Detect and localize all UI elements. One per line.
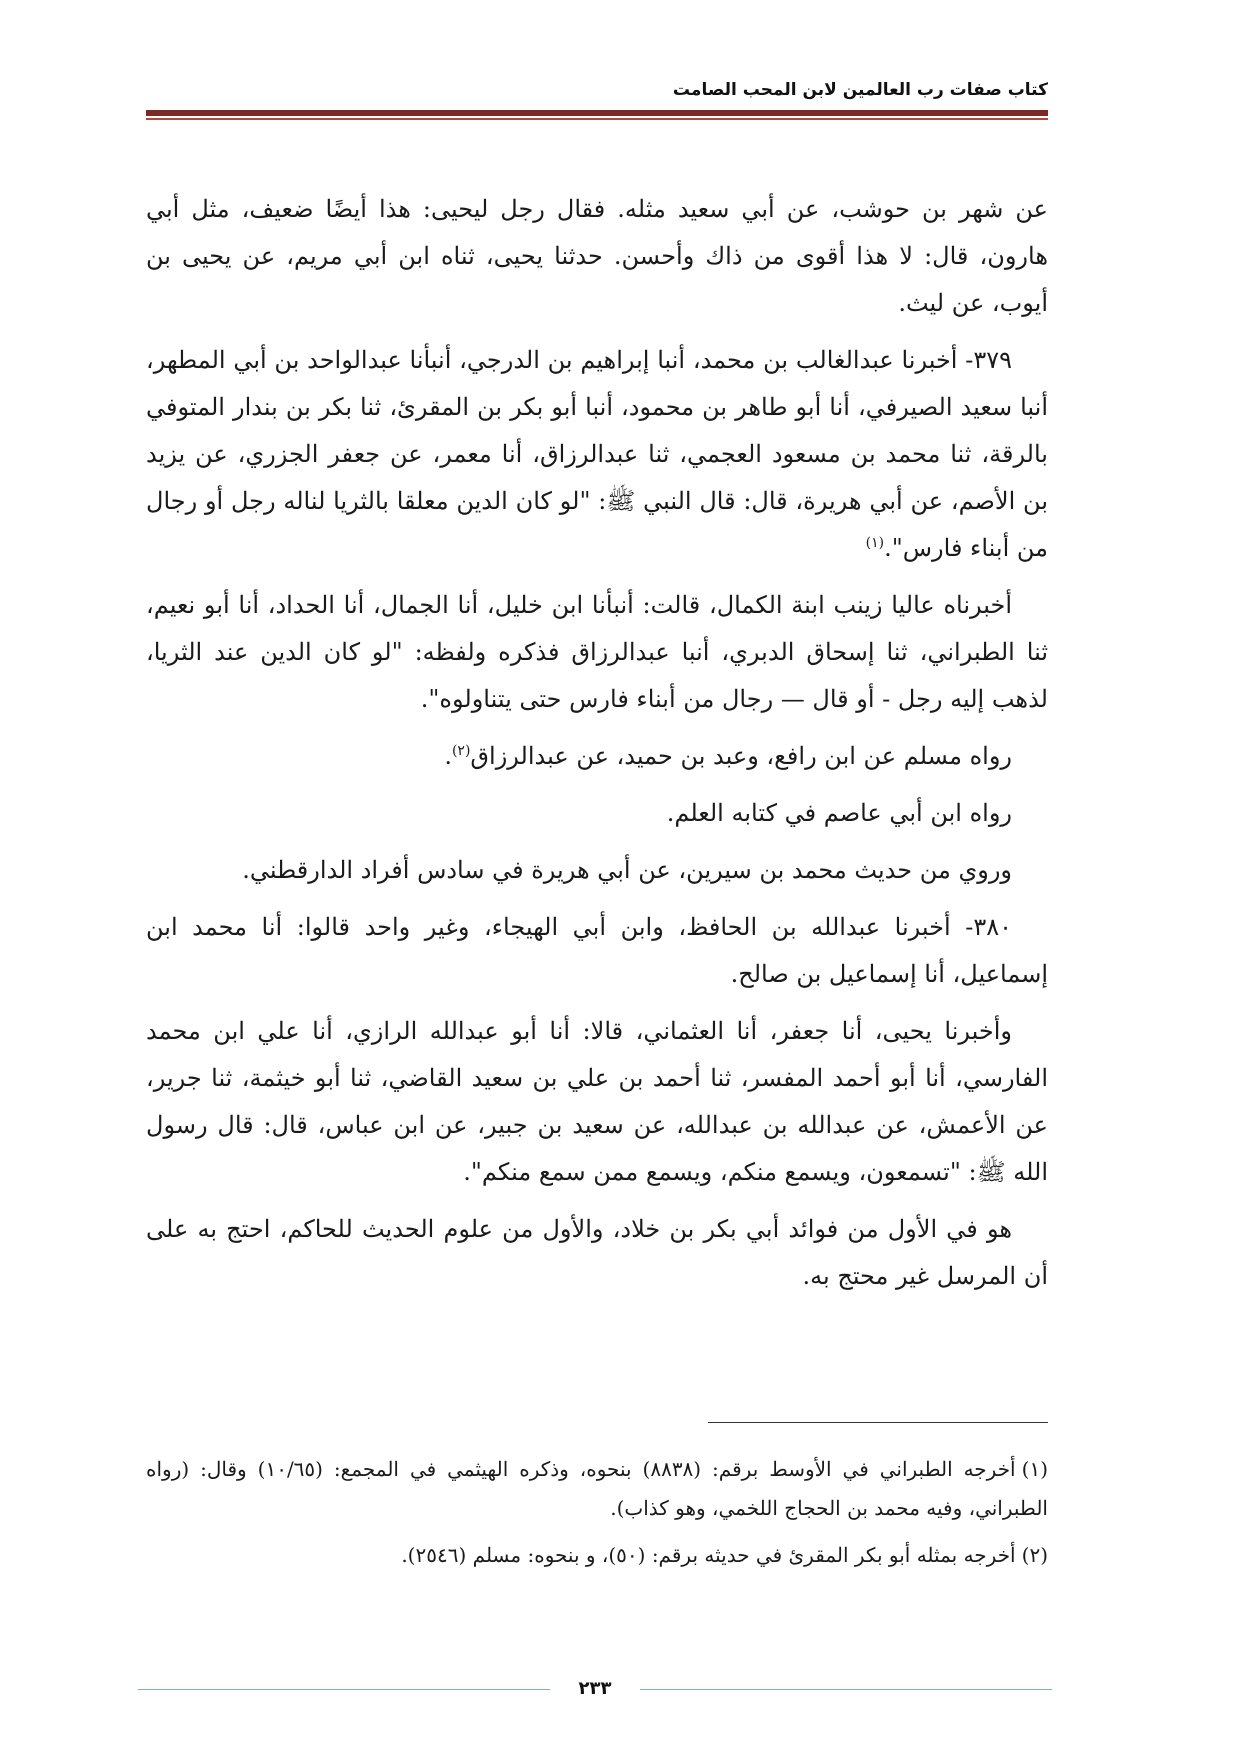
paragraph-4-end: . [444,742,452,770]
footer-line-left [138,1689,550,1690]
header-title: كتاب صفات رب العالمين لابن المحب الصامت [672,80,1048,100]
paragraph-9: هو في الأول من فوائد أبي بكر بن خلاد، والأول من علوم الحديث للحاكم، احتج به على أن المرسل غير محتج به. [146,1215,1048,1290]
page-number: ٢٣٣ [578,1678,612,1699]
paragraph-8: وأخبرنا يحيى، أنا جعفر، أنا العثماني، قالا: أنا أبو عبدالله الرازي، أنا علي ابن محمد الفارسي، أنا أبو أحمد المفسر، ثنا أحمد بن علي بن سعيد القاضي، ثنا أبو خيثمة، ثنا جرير، عن الأعمش، عن عبدالله بن عبدالله، عن سعيد بن جبير، عن ابن عباس، قال: قال رسول الله ﷺ: "تسمعون، ويسمع منكم، ويسمع ممن سمع منكم". [146,1017,1048,1186]
paragraph-2-text: ٣٧٩- أخبرنا عبدالغالب بن محمد، أنبا إبراهيم بن الدرجي، أنبأنا عبدالواحد بن أبي المطهر، أنبا سعيد الصيرفي، أنا أبو طاهر بن محمود، أنبا أبو بكر بن المقرئ، ثنا بكر بن بندار المتوفي بالرقة، ثنا محمد بن مسعود العجمي، ثنا عبدالرزاق، أنا معمر، عن جعفر الجزري، عن يزيد بن الأصم، عن أبي هريرة، قال: قال النبي ﷺ: "لو كان الدين معلقا بالثريا لناله رجل أو رجال من أبناء فارس". [146,346,1048,562]
footnote-2 [146,1536,1048,1575]
paragraph-3: أخبرناه عاليا زينب ابنة الكمال، قالت: أنبأنا ابن خليل، أنا الجمال، أنا الحداد، أنا أبو نعيم، ثنا الطبراني، ثنا إسحاق الدبري، أنبا عبدالرزاق فذكره ولفظه: "لو كان الدين عند الثريا، لذهب إليه رجل - أو قال — رجال من أبناء فارس حتى يتناولوه". [146,591,1048,713]
paragraph-7: ٣٨٠- أخبرنا عبدالله بن الحافظ، وابن أبي الهيجاء، وغير واحد قالوا: أنا محمد ابن إسماعيل، أنا إسماعيل بن صالح. [146,913,1048,988]
footnote-ref-2[interactable]: (٢) [451,743,471,759]
footnote-ref-1[interactable]: (١) [865,535,885,551]
paragraph-4 [146,733,1048,780]
footer-line-right [640,1689,1052,1690]
page-header [146,78,1048,102]
header-rule-thin [146,118,1048,120]
footnote-1 [146,1450,1048,1528]
main-text [146,186,1048,1310]
footnote-1-number: (١) [1021,1457,1048,1481]
paragraph-4-text: رواه مسلم عن ابن رافع، وعبد بن حميد، عن عبدالرزاق [470,742,1012,770]
footnote-rule [708,1422,1048,1423]
paragraph-6: وروي من حديث محمد بن سيرين، عن أبي هريرة في سادس أفراد الدارقطني. [242,856,1012,884]
footnote-2-text: أخرجه بمثله أبو بكر المقرئ في حديثه برقم: (٥٠)، و بنحوه: مسلم (٢٥٤٦). [401,1543,1016,1567]
paragraph-2 [146,337,1048,572]
footnote-1-text: أخرجه الطبراني في الأوسط برقم: (٨٨٣٨) بنحوه، وذكره الهيثمي في المجمع: (١٠/٦٥) وقال: (رواه الطبراني، وفيه محمد بن الحجاج اللخمي، وهو كذاب). [146,1457,1048,1520]
footnote-2-number: (٢) [1021,1543,1048,1567]
footnotes [146,1450,1048,1583]
paragraph-5: رواه ابن أبي عاصم في كتابه العلم. [666,799,1012,827]
paragraph-1: عن شهر بن حوشب، عن أبي سعيد مثله. فقال رجل ليحيى: هذا أيضًا ضعيف، مثل أبي هارون، قال: لا هذا أقوى من ذاك وأحسن. حدثنا يحيى، ثناه ابن أبي مريم، عن يحيى بن أيوب، عن ليث. [146,195,1049,317]
header-rule [146,110,1048,116]
